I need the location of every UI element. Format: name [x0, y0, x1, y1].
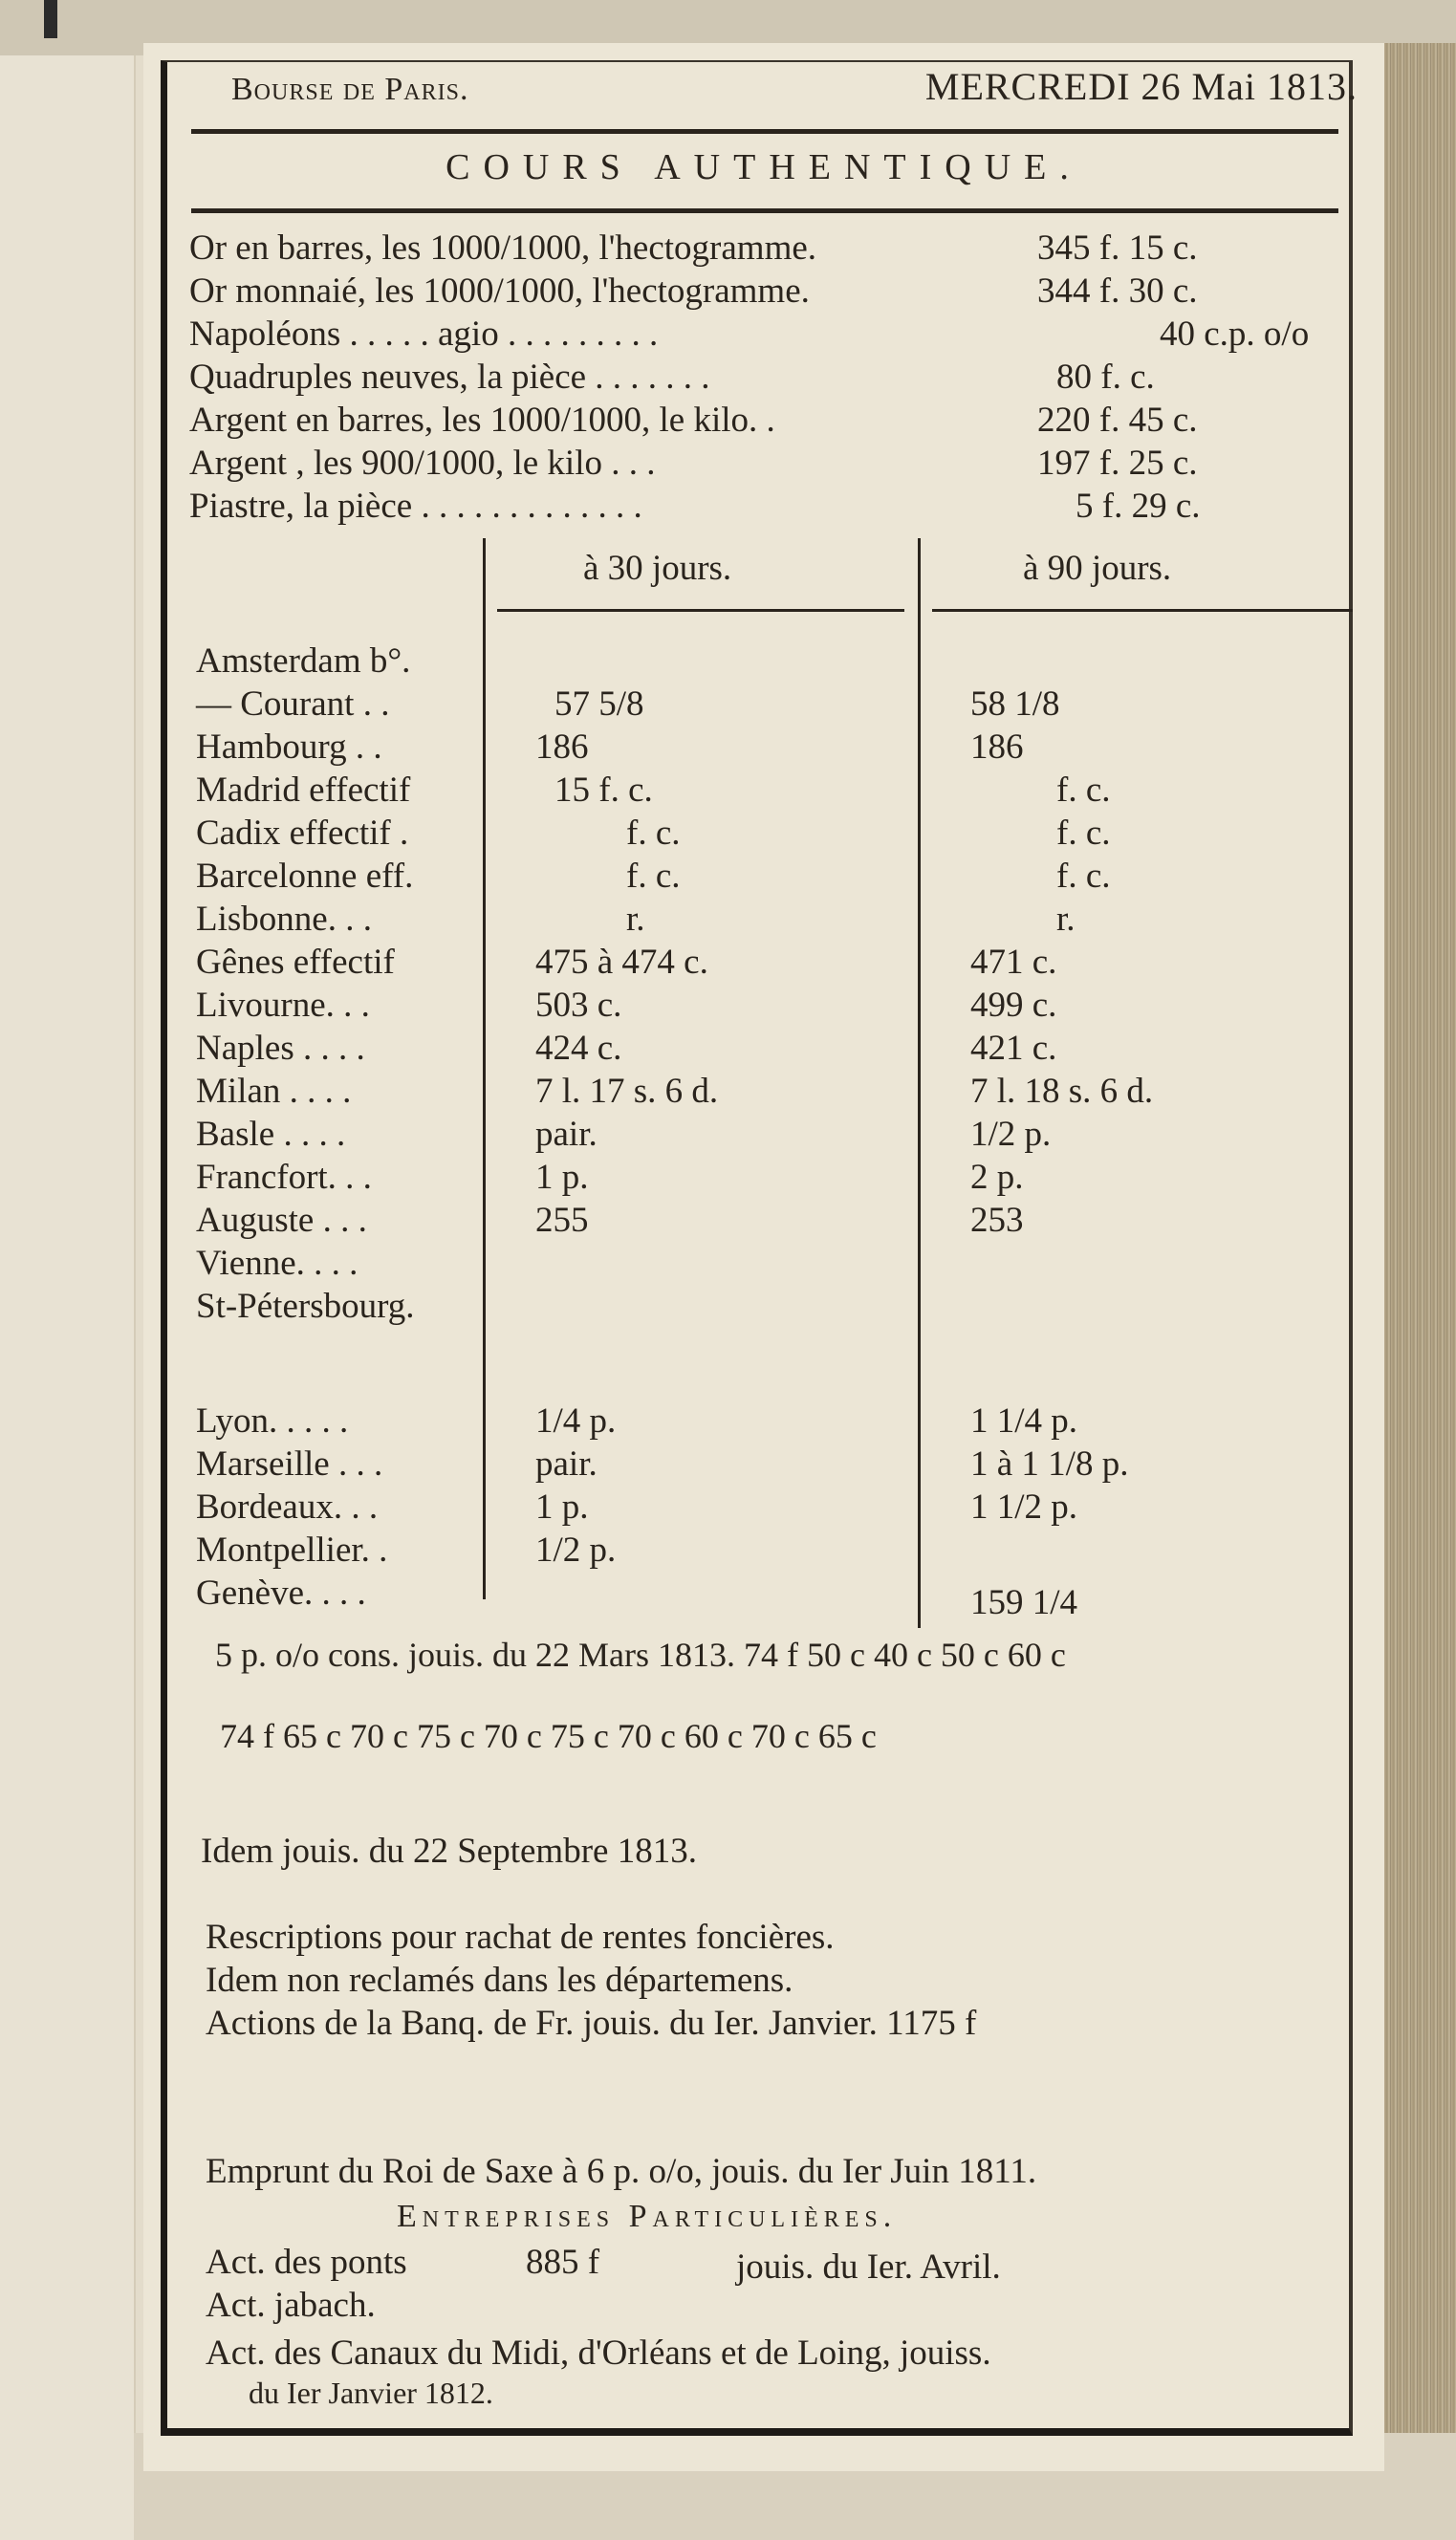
col-header-90: à 90 jours. [1023, 549, 1172, 588]
metal-label: Argent en barres, les 1000/1000, le kilo. . [189, 401, 775, 440]
entreprise-canaux: Act. des Canaux du Midi, d'Orléans et de Loing, jouiss. [206, 2334, 991, 2373]
other-security: Idem non reclamés dans les départemens. [206, 1961, 793, 2000]
exchange-place: Hambourg . . [196, 727, 382, 767]
metal-label: Piastre, la pièce . . . . . . . . . . . . . [189, 487, 642, 526]
exchange-90: f. c. [1056, 771, 1111, 810]
entreprise-jabach: Act. jabach. [206, 2286, 376, 2325]
other-security: Actions de la Banq. de Fr. jouis. du Ier. Janvier. 1175 f [206, 2004, 977, 2043]
exchange-place: Barcelonne eff. [196, 857, 414, 896]
exchange-90: 186 [970, 727, 1024, 767]
page [143, 43, 1384, 2471]
entreprise-ponts-note: jouis. du Ier. Avril. [736, 2247, 1001, 2287]
exchange-30: f. c. [626, 857, 681, 896]
metal-value: 40 c.p. o/o [1160, 315, 1310, 354]
exchange-place: Vienne. . . . [196, 1244, 359, 1283]
entreprise-canaux-date: du Ier Janvier 1812. [249, 2376, 493, 2410]
exchange-90: r. [1056, 900, 1076, 939]
exchange-90: 1/2 p. [970, 1115, 1052, 1154]
header-left: Bourse de Paris. [231, 72, 469, 107]
exchange-90: 471 c. [970, 943, 1057, 982]
exchange-place: Auguste . . . [196, 1201, 367, 1240]
domestic-90: 1 1/2 p. [970, 1487, 1078, 1527]
metal-label: Or monnaié, les 1000/1000, l'hectogramme. [189, 271, 810, 311]
metal-label: Quadruples neuves, la pièce . . . . . . . [189, 358, 710, 397]
domestic-90: 159 1/4 [970, 1583, 1078, 1622]
page-stack-edge [1384, 43, 1456, 2471]
rentes-line-2: 74 f 65 c 70 c 75 c 70 c 75 c 70 c 60 c 70 c 65 c [220, 1717, 877, 1755]
exchange-30: f. c. [626, 814, 681, 853]
column-divider [918, 538, 921, 1628]
left-page-edge [0, 55, 136, 2540]
exchange-30: 186 [535, 727, 589, 767]
domestic-30: 1/4 p. [535, 1401, 617, 1441]
exchange-30: 255 [535, 1201, 589, 1240]
domestic-30: pair. [535, 1444, 598, 1484]
exchange-30: 15 f. c. [554, 771, 653, 810]
domestic-90: 1 1/4 p. [970, 1401, 1078, 1441]
other-security: Rescriptions pour rachat de rentes foncières. [206, 1918, 835, 1957]
metal-value: 5 f. 29 c. [1076, 487, 1201, 526]
exchange-place: Naples . . . . [196, 1029, 365, 1068]
exchange-90: f. c. [1056, 814, 1111, 853]
exchange-30: 503 c. [535, 986, 622, 1025]
exchange-90: 499 c. [970, 986, 1057, 1025]
domestic-90: 1 à 1 1/8 p. [970, 1444, 1129, 1484]
domestic-place: Bordeaux. . . [196, 1487, 379, 1527]
exchange-30: 1 p. [535, 1158, 589, 1197]
book-spine [44, 0, 57, 38]
metal-label: Napoléons . . . . . agio . . . . . . . . . [189, 315, 659, 354]
exchange-90: 421 c. [970, 1029, 1057, 1068]
entreprise-ponts-value: 885 f [526, 2243, 600, 2282]
metal-value: 80 f. c. [1056, 358, 1155, 397]
exchange-30: 57 5/8 [554, 684, 644, 724]
domestic-place: Genève. . . . [196, 1574, 366, 1613]
exchange-90: 2 p. [970, 1158, 1024, 1197]
header-date: MERCREDI 26 Mai 1813. [924, 65, 1358, 108]
exchange-place: Livourne. . . [196, 986, 370, 1025]
exchange-place: Amsterdam b°. [196, 641, 411, 681]
exchange-30: 424 c. [535, 1029, 622, 1068]
domestic-place: Lyon. . . . . [196, 1401, 349, 1441]
metal-label: Argent , les 900/1000, le kilo . . . [189, 444, 656, 483]
col-header-30: à 30 jours. [583, 549, 732, 588]
col-header-rule [497, 609, 904, 612]
exchange-90: 58 1/8 [970, 684, 1060, 724]
exchange-90: 7 l. 18 s. 6 d. [970, 1072, 1154, 1111]
domestic-place: Marseille . . . [196, 1444, 383, 1484]
exchange-place: Lisbonne. . . [196, 900, 372, 939]
entreprises-title: Entreprises Particulières. [397, 2199, 898, 2234]
emprunt-line: Emprunt du Roi de Saxe à 6 p. o/o, jouis. du Ier Juin 1811. [206, 2152, 1037, 2191]
exchange-90: f. c. [1056, 857, 1111, 896]
rentes-line-1: 5 p. o/o cons. jouis. du 22 Mars 1813. 74 f 50 c 40 c 50 c 60 c [215, 1636, 1066, 1674]
entreprise-ponts: Act. des ponts [206, 2243, 407, 2282]
metal-value: 344 f. 30 c. [1037, 271, 1198, 311]
title-rule [191, 208, 1338, 213]
domestic-30: 1 p. [535, 1487, 589, 1527]
exchange-30: r. [626, 900, 645, 939]
page-title: COURS AUTHENTIQUE. [445, 147, 1082, 187]
metal-value: 220 f. 45 c. [1037, 401, 1198, 440]
header-rule [191, 129, 1338, 134]
exchange-30: pair. [535, 1115, 598, 1154]
rentes-idem: Idem jouis. du 22 Septembre 1813. [201, 1832, 697, 1871]
exchange-90: 253 [970, 1201, 1024, 1240]
metal-label: Or en barres, les 1000/1000, l'hectogramme. [189, 228, 817, 268]
exchange-place: Madrid effectif [196, 771, 411, 810]
column-divider [483, 538, 486, 1599]
col-header-rule [932, 609, 1353, 612]
exchange-place: Basle . . . . [196, 1115, 346, 1154]
domestic-place: Montpellier. . [196, 1531, 388, 1570]
exchange-30: 7 l. 17 s. 6 d. [535, 1072, 719, 1111]
exchange-30: 475 à 474 c. [535, 943, 708, 982]
exchange-place: Milan . . . . [196, 1072, 352, 1111]
metal-value: 345 f. 15 c. [1037, 228, 1198, 268]
metal-value: 197 f. 25 c. [1037, 444, 1198, 483]
exchange-place: — Courant . . [196, 684, 390, 724]
exchange-place: Gênes effectif [196, 943, 395, 982]
exchange-place: Francfort. . . [196, 1158, 372, 1197]
exchange-place: Cadix effectif . [196, 814, 409, 853]
domestic-30: 1/2 p. [535, 1531, 617, 1570]
exchange-place: St-Pétersbourg. [196, 1287, 415, 1326]
